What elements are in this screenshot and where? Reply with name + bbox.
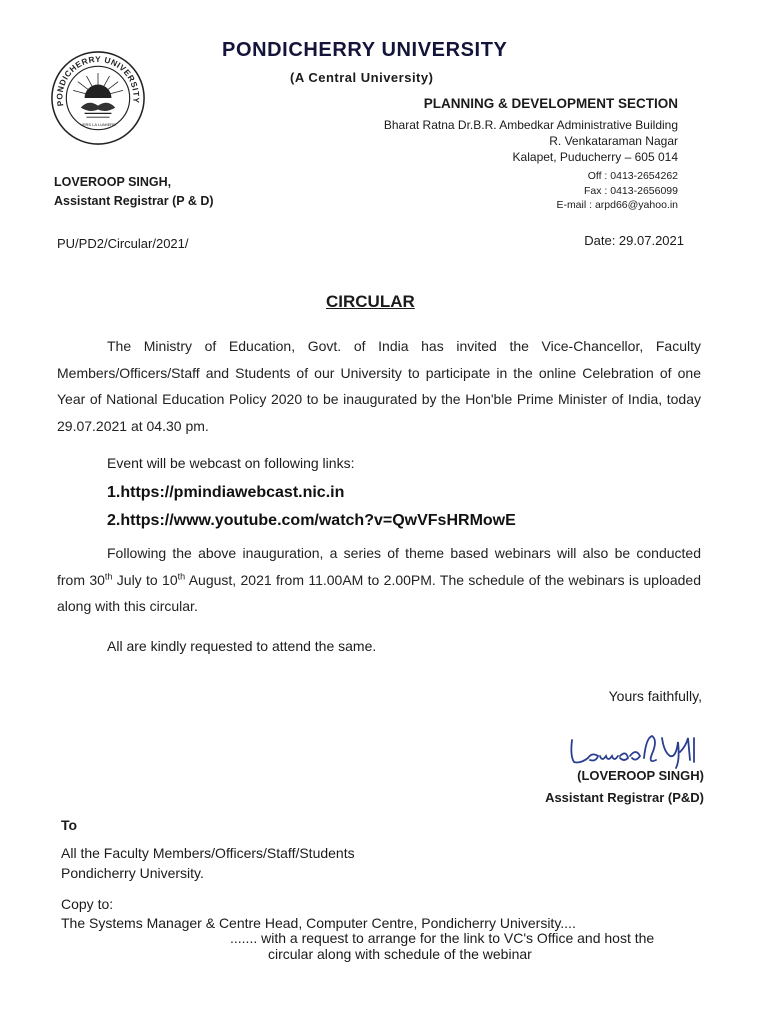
- university-subtitle: (A Central University): [290, 70, 434, 85]
- email-address: E-mail : arpd66@yahoo.in: [556, 199, 678, 211]
- to-line-1: All the Faculty Members/Officers/Staff/Students: [61, 845, 355, 861]
- address-line-3: Kalapet, Puducherry – 605 014: [512, 150, 678, 164]
- webcast-link-2: 2.https://www.youtube.com/watch?v=QwVFsHRMowE: [107, 512, 516, 529]
- signatory-name: (LOVEROOP SINGH): [577, 768, 704, 783]
- signatory-title: Assistant Registrar (P&D): [545, 790, 704, 805]
- event-intro: Event will be webcast on following links:: [107, 455, 355, 471]
- copy-to-line-2: ....... with a request to arrange for the link to VC's Office and host the: [230, 930, 655, 946]
- fax-number: Fax : 0413-2656099: [584, 185, 678, 197]
- office-phone: Off : 0413-2654262: [587, 170, 678, 182]
- copy-to-label: Copy to:: [61, 896, 114, 912]
- seal-ring-text: PONDICHERRY UNIVERSITY: [55, 54, 141, 107]
- university-name: PONDICHERRY UNIVERSITY: [222, 39, 508, 61]
- sender-title: Assistant Registrar (P & D): [54, 194, 214, 208]
- university-seal: [50, 50, 146, 146]
- to-line-2: Pondicherry University.: [61, 865, 204, 881]
- to-label: To: [61, 817, 78, 833]
- circular-date: Date: 29.07.2021: [584, 233, 684, 248]
- sender-name: LOVEROOP SINGH,: [54, 175, 172, 189]
- body-paragraph-1: The Ministry of Education, Govt. of India has invited the Vice-Chancellor, Faculty Members/Officers/Staff and Students of our University to participate in the online Celebration of one Year of National Education Policy 2020 to be inaugurated by the Hon'ble Prime Minister of India, today 29.07.2021 at 04.30 pm.: [57, 338, 701, 434]
- address-line-2: R. Venkataraman Nagar: [549, 134, 678, 148]
- yours-faithfully: Yours faithfully,: [608, 688, 702, 704]
- webcast-link-1: 1.https://pmindiawebcast.nic.in: [107, 484, 345, 501]
- address-line-1: Bharat Ratna Dr.B.R. Ambedkar Administrative Building: [383, 118, 678, 132]
- closing-request: All are kindly requested to attend the same.: [107, 638, 377, 654]
- circular-heading: CIRCULAR: [326, 292, 415, 311]
- body-paragraph-2: Following the above inauguration, a series of theme based webinars will also be conducted from 30th July to 10th August, 2021 from 11.00AM to 2.00PM. The schedule of the webinars is uploaded along with this circular.: [57, 545, 701, 614]
- reference-number: PU/PD2/Circular/2021/: [57, 236, 189, 251]
- seal-motto: VERS LA LUMIERE: [80, 121, 116, 127]
- section-name: PLANNING & DEVELOPMENT SECTION: [423, 96, 678, 111]
- copy-to-line-1: The Systems Manager & Centre Head, Computer Centre, Pondicherry University....: [61, 915, 576, 931]
- copy-to-line-3: circular along with schedule of the webinar: [268, 946, 532, 962]
